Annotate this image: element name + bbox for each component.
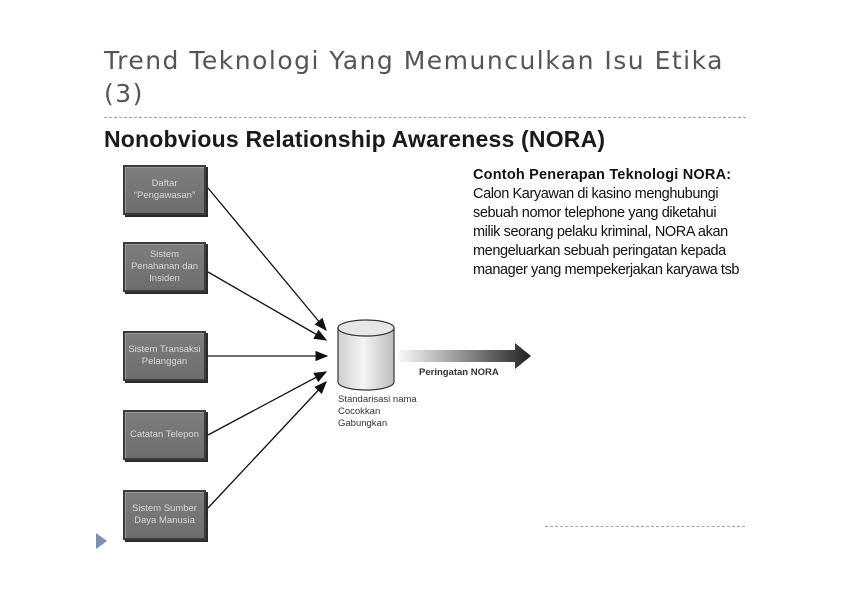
title-divider [104, 117, 746, 118]
source-box-hr-system: Sistem Sumber Daya Manusia [123, 490, 206, 540]
description-lead: Contoh Penerapan Teknologi NORA: [473, 167, 732, 183]
slide-title: Trend Teknologi Yang Memunculkan Isu Etika (3) [104, 46, 724, 108]
triangle-right-icon[interactable] [96, 533, 107, 549]
connector-line-4 [208, 372, 326, 435]
nora-alert-label: Peringatan NORA [419, 367, 499, 378]
footer-divider [545, 526, 745, 527]
example-description [473, 166, 741, 280]
connector-line-5 [208, 382, 326, 508]
source-box-phone-records: Catatan Telepon [123, 410, 206, 460]
nora-alert-arrow [395, 343, 531, 369]
source-box-incident-system: Sistem Penahanan dan Insiden [123, 242, 206, 292]
database-process-text: Standarisasi nama Cocokkan Gabungkan [338, 394, 417, 429]
source-box-customer-transactions: Sistem Transaksi Pelanggan [123, 331, 206, 381]
connector-line-2 [208, 272, 326, 340]
source-box-watch-list: Daftar “Pengawasan” [123, 165, 206, 215]
description-body: Calon Karyawan di kasino menghubungi sebuah nomor telephone yang diketahui milik seorang pelaku kriminal, NORA akan mengeluarkan sebuah peringatan kepada manager yang mempekerjakan karyawa tsb [473, 186, 740, 278]
database-cylinder-icon [338, 320, 394, 390]
connector-line-1 [208, 188, 326, 330]
slide-subtitle: Nonobvious Relationship Awareness (NORA) [104, 126, 606, 152]
